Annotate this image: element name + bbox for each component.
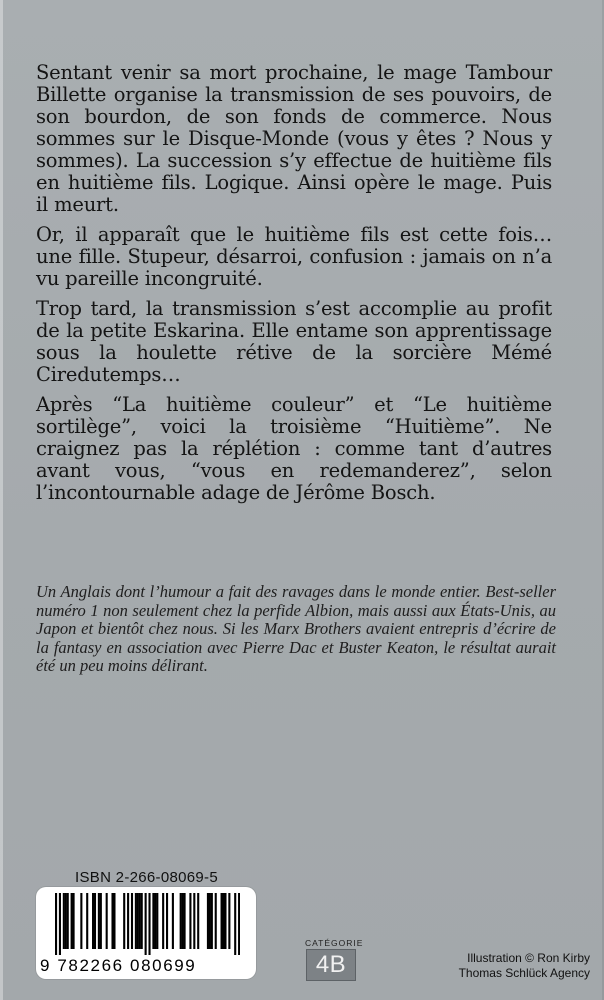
illustration-credit: Illustration © Ron Kirby: [467, 951, 590, 965]
barcode-bar: [127, 893, 129, 949]
barcode-bar: [228, 893, 230, 949]
barcode-bar: [123, 893, 125, 949]
synopsis-paragraph-2: Or, il apparaît que le huitième fils est cette fois… une fille. Stupeur, désarroi, confusion : jamais on n’a vu pareille incongruité.: [36, 223, 552, 290]
barcode-bar: [106, 893, 108, 949]
synopsis-paragraph-4: Après “La huitième couleur” et “Le huitième sortilège”, voici la troisième “Huitième”. Ne craignez pas la réplétion : comme tant d’autres avant vous, “vous en redemanderez”, selon l’incontournable adage de Jérôme Bosch.: [36, 393, 552, 504]
barcode-bar: [162, 893, 164, 949]
barcode-bar: [139, 893, 141, 949]
barcode-bar: [197, 893, 199, 949]
barcode-bar: [211, 893, 213, 949]
synopsis-paragraph-3: Trop tard, la transmission s’est accomplie au profit de la petite Eskarina. Elle entame son apprentissage sous la houlette rétive de la sorcière Mémé Ciredutemps…: [36, 297, 552, 386]
barcode-bar: [131, 893, 133, 949]
synopsis-paragraph-1: Sentant venir sa mort prochaine, le mage Tambour Billette organise la transmission de ses pouvoirs, de son bourdon, de son fonds de commerce. Nous sommes sur le Disque-Monde (vous y êtes ? Nous y sommes). La succession s’y effectue de huitième fils en huitième fils. Logique. Ainsi opère le mage. Puis il meurt.: [36, 61, 552, 216]
barcode-bar: [63, 893, 65, 949]
synopsis-text: [36, 62, 552, 512]
barcode-bar: [215, 893, 217, 949]
barcode-bar: [145, 893, 147, 955]
barcode-bar: [92, 893, 94, 949]
credits: [459, 951, 590, 981]
categorie-badge: 4B: [306, 949, 356, 981]
barcode-bar: [98, 893, 100, 949]
barcode-icon: [55, 893, 240, 955]
barcode-bar: [172, 893, 174, 949]
barcode-bar: [152, 893, 154, 949]
barcode-bar: [156, 893, 158, 949]
barcode-bar: [71, 893, 73, 949]
barcode-bar: [111, 893, 113, 949]
barcode-bar: [113, 893, 115, 949]
barcode-bar: [73, 893, 75, 949]
barcode-bar: [166, 893, 168, 949]
barcode-digits: 9 782266 080699: [40, 956, 197, 975]
barcode-bar: [80, 893, 82, 949]
barcode-bar: [234, 893, 236, 955]
barcode-bar: [209, 893, 211, 949]
barcode-bar: [184, 893, 186, 949]
categorie-label: CATÉGORIE: [305, 938, 364, 948]
barcode-bar: [182, 893, 184, 949]
barcode-bar: [193, 893, 195, 949]
barcode-bar: [137, 893, 139, 949]
barcode-bar: [154, 893, 156, 949]
agency-credit: Thomas Schlück Agency: [458, 966, 590, 980]
barcode-bar: [94, 893, 96, 949]
barcode-bar: [86, 893, 88, 949]
barcode-bar: [141, 893, 143, 949]
barcode-bar: [135, 893, 137, 949]
barcode-bar: [224, 893, 226, 949]
barcode-bar: [222, 893, 224, 949]
critic-quote: Un Anglais dont l’humour a fait des ravages dans le monde entier. Best-seller numéro 1 non seulement chez la perfide Albion, mais aussi aux États-Unis, au Japon et bientôt chez nous. Si les Marx Brothers avaient entrepris d’écrire de la fantasy en association avec Pierre Dac et Buster Keaton, le résultat aurait été un peu moins délirant.: [36, 582, 556, 675]
barcode-bar: [100, 893, 102, 949]
barcode-bar: [207, 893, 209, 949]
barcode-bar: [59, 893, 61, 955]
barcode-bar: [189, 893, 191, 949]
barcode-bar: [55, 893, 57, 955]
isbn-number: ISBN 2-266-08069-5: [75, 869, 218, 886]
barcode-bar: [148, 893, 150, 955]
barcode-bar: [238, 893, 240, 955]
barcode-bar: [65, 893, 67, 949]
barcode-bar: [221, 893, 223, 949]
barcode-bar: [67, 893, 69, 949]
barcode-bar: [180, 893, 182, 949]
